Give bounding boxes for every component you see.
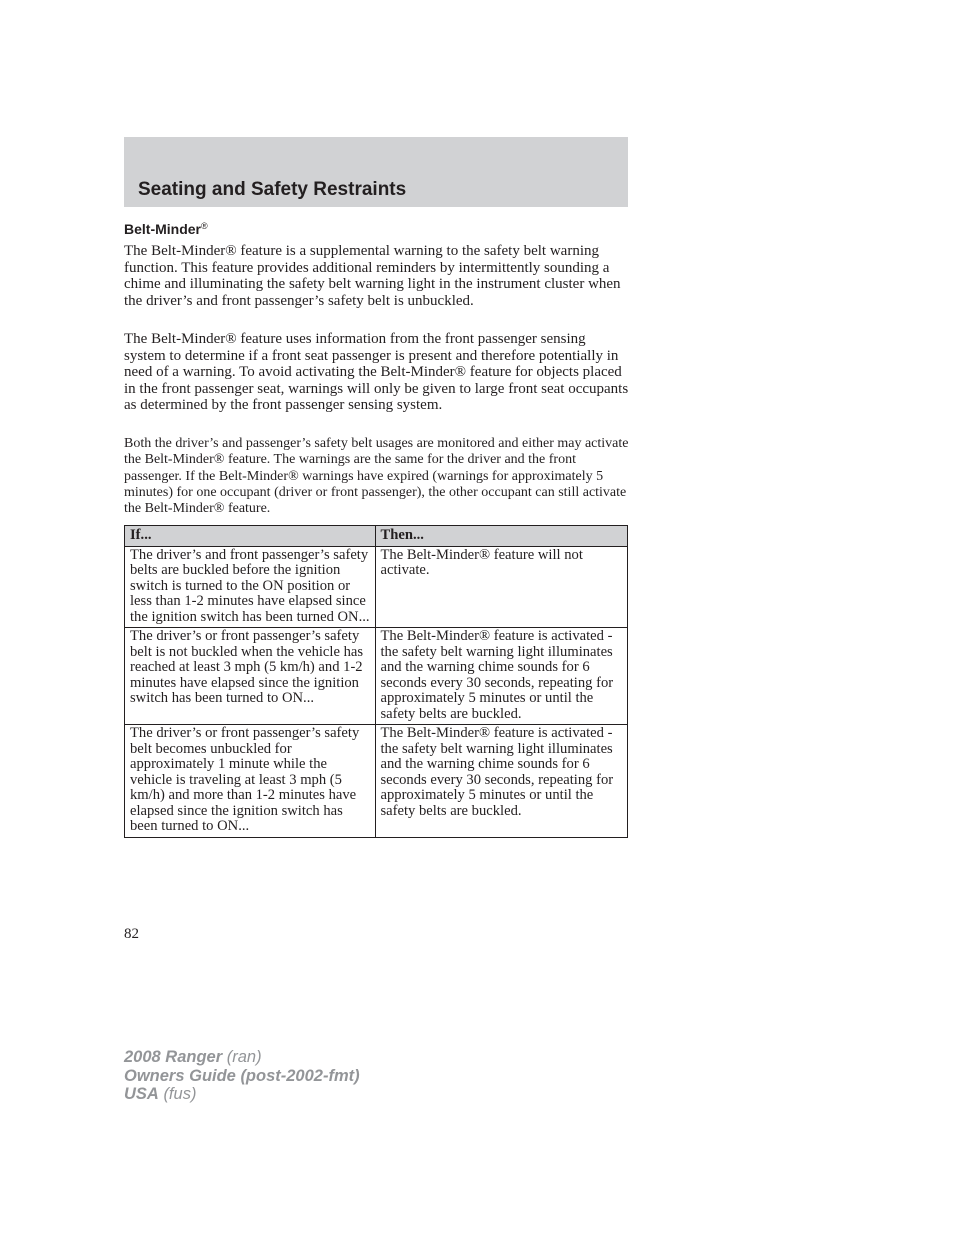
footer-line-guide: Owners Guide (post-2002-fmt) xyxy=(124,1066,360,1085)
belt-minder-table xyxy=(124,525,628,838)
table-cell-condition: The driver’s and front passenger’s safety belts are buckled before the ignition switch is turned to the ON position or less than 1-2 minutes have elapsed since the ignition switch has been turned ON... xyxy=(125,546,376,628)
table-row xyxy=(125,725,628,838)
page-number: 82 xyxy=(124,926,139,942)
table-header-if: If... xyxy=(125,526,376,547)
section-title: Seating and Safety Restraints xyxy=(138,179,407,200)
document-footer xyxy=(124,1048,360,1104)
subheading-belt-minder xyxy=(124,220,208,238)
paragraph-sensing: The Belt-Minder® feature uses information from the front passenger sensing system to determine if a front seat passenger is present and therefore potentially in need of a warning. To avoid activating the Belt-Minder® feature for objects placed in the front passenger seat, warnings will only be given to large front seat occupants as determined by the front passenger sensing system. xyxy=(124,331,629,413)
table-row xyxy=(125,628,628,725)
paragraph-monitoring: Both the driver’s and passenger’s safety belt usages are monitored and either may activate the Belt-Minder® feature. The warnings are the same for the driver and the front passenger. If the Belt-Minder® warnings have expired (warnings for approximately 5 minutes) for one occupant (driver or front passenger), the other occupant can still activate the Belt-Minder® feature. xyxy=(124,436,629,517)
footer-line-market: USA (fus) xyxy=(124,1085,197,1103)
table-header-row xyxy=(125,526,628,547)
table-header-then: Then... xyxy=(375,526,628,547)
registered-mark: ® xyxy=(201,221,208,231)
table-cell-result: The Belt-Minder® feature is activated - the safety belt warning light illuminates and the warning chime sounds for 6 seconds every 30 seconds, repeating for approximately 5 minutes or until the safety belts are buckled. xyxy=(375,628,628,725)
table-row xyxy=(125,546,628,628)
subheading-text: Belt-Minder xyxy=(124,221,201,237)
table-cell-condition: The driver’s or front passenger’s safety belt becomes unbuckled for approximately 1 minute while the vehicle is traveling at least 3 mph (5 km/h) and more than 1-2 minutes have elapsed since the ignition switch has been turned to ON... xyxy=(125,725,376,838)
table-cell-condition: The driver’s or front passenger’s safety belt is not buckled when the vehicle has reached at least 3 mph (5 km/h) and 1-2 minutes have elapsed since the ignition switch has been turned to ON... xyxy=(125,628,376,725)
table-cell-result: The Belt-Minder® feature will not activate. xyxy=(375,546,628,628)
paragraph-intro: The Belt-Minder® feature is a supplemental warning to the safety belt warning function. This feature provides additional reminders by intermittently sounding a chime and illuminating the safety belt warning light in the instrument cluster when the driver’s and front passenger’s safety belt is unbuckled. xyxy=(124,243,621,309)
table-cell-result: The Belt-Minder® feature is activated - the safety belt warning light illuminates and the warning chime sounds for 6 seconds every 30 seconds, repeating for approximately 5 minutes or until the safety belts are buckled. xyxy=(375,725,628,838)
footer-line-model: 2008 Ranger (ran) xyxy=(124,1048,262,1066)
